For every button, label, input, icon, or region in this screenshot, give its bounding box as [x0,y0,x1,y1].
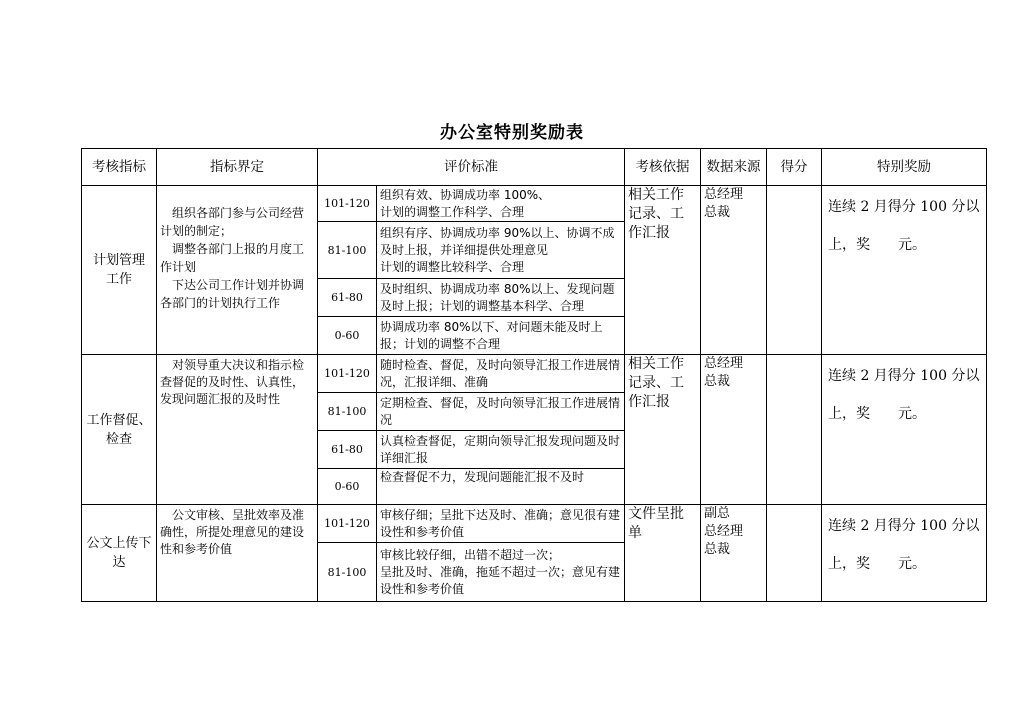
header-cell: 得分 [767,149,822,186]
score-range-cell: 81-100 [318,393,377,431]
criteria-cell: 及时组织、协调成功率 80%以上、发现问题及时上报；计划的调整基本科学、合理 [377,279,625,317]
score-cell [767,186,822,355]
criteria-cell: 组织有序、协调成功率 90%以上、协调不成及时上报，并详细提供处理意见 计划的调整比较科学、合理 [377,222,625,279]
definition-cell: 公文审核、呈批效率及准确性，所提处理意见的建设性和参考价值 [157,505,318,602]
score-range-cell: 101-120 [318,505,377,543]
definition-cell: 对领导重大决议和指示检查督促的及时性、认真性，发现问题汇报的及时性 [157,355,318,505]
header-cell: 评价标准 [318,149,625,186]
page-title: 办公室特别奖励表 [440,123,584,143]
score-range-cell: 0-60 [318,317,377,355]
score-range-cell: 81-100 [318,543,377,602]
score-range-cell: 61-80 [318,279,377,317]
table-row [82,355,987,393]
reward-cell: 连续 2 月得分 100 分以上，奖 元。 [822,505,987,602]
criteria-cell: 审核比较仔细，出错不超过一次； 呈批及时、准确，拖延不超过一次；意见有建设性和参考价值 [377,543,625,602]
score-range-cell: 101-120 [318,355,377,393]
score-range-cell: 81-100 [318,222,377,279]
header-cell: 特别奖励 [822,149,987,186]
definition-cell: 组织各部门参与公司经营计划的制定； 调整各部门上报的月度工作计划 下达公司工作计划并协调各部门的计划执行工作 [157,186,318,355]
criteria-cell: 定期检查、督促，及时向领导汇报工作进展情况 [377,393,625,431]
category-cell: 计划管理工作 [82,186,157,355]
table-row [82,505,987,543]
source-cell: 总经理 总裁 [701,186,767,355]
criteria-cell: 认真检查督促，定期向领导汇报发现问题及时详细汇报 [377,431,625,469]
category-cell: 公文上传下达 [82,505,157,602]
source-cell: 副总 总经理 总裁 [701,505,767,602]
criteria-cell: 审核仔细；呈批下达及时、准确；意见很有建设性和参考价值 [377,505,625,543]
score-range-cell: 101-120 [318,186,377,222]
source-cell: 总经理 总裁 [701,355,767,505]
basis-cell: 相关工作记录、工作汇报 [625,186,701,355]
header-cell: 数据来源 [701,149,767,186]
criteria-cell: 组织有效、协调成功率 100%、 计划的调整工作科学、合理 [377,186,625,222]
reward-cell: 连续 2 月得分 100 分以上，奖 元。 [822,186,987,355]
score-range-cell: 0-60 [318,469,377,505]
criteria-cell: 检查督促不力，发现问题能汇报不及时 [377,469,625,505]
header-cell: 考核依据 [625,149,701,186]
criteria-cell: 随时检查、督促，及时向领导汇报工作进展情况，汇报详细、准确 [377,355,625,393]
category-cell: 工作督促、检查 [82,355,157,505]
header-row [82,149,987,186]
header-cell: 指标界定 [157,149,318,186]
basis-cell: 相关工作记录、工作汇报 [625,355,701,505]
reward-table [81,148,987,602]
score-range-cell: 61-80 [318,431,377,469]
score-cell [767,355,822,505]
score-cell [767,505,822,602]
criteria-cell: 协调成功率 80%以下、对问题未能及时上报；计划的调整不合理 [377,317,625,355]
table-row [82,186,987,222]
header-cell: 考核指标 [82,149,157,186]
basis-cell: 文件呈批单 [625,505,701,602]
reward-cell: 连续 2 月得分 100 分以上，奖 元。 [822,355,987,505]
